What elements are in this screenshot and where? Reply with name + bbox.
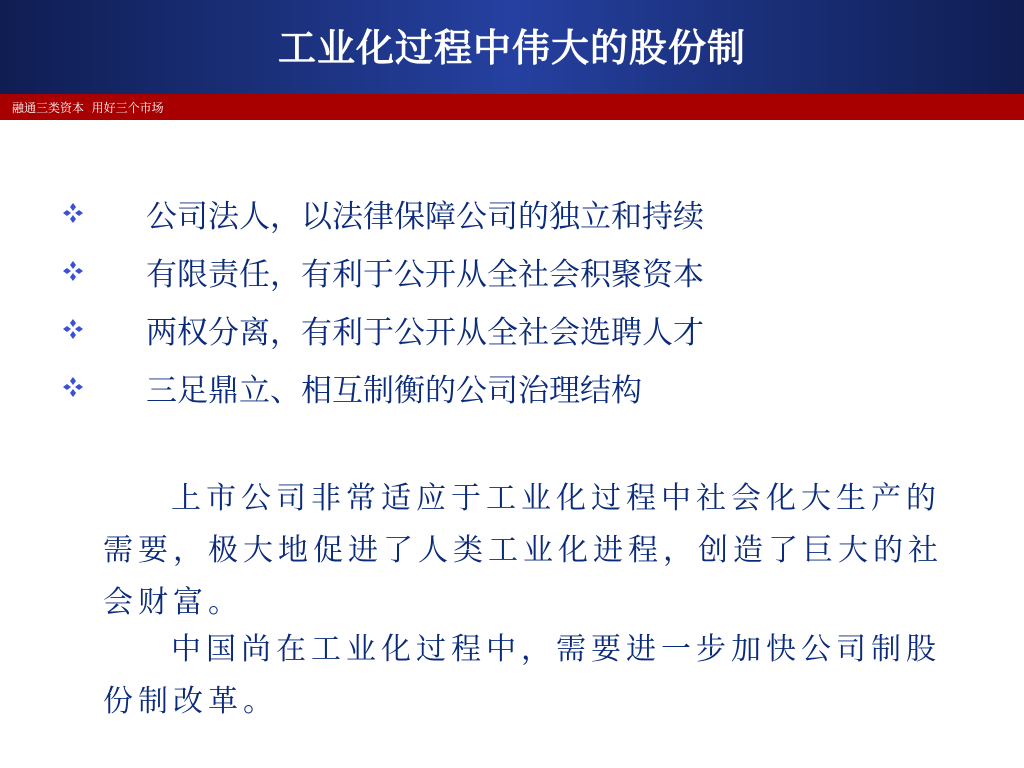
body-paragraph: 中国尚在工业化过程中，需要进一步加快公司制股份制改革。	[103, 632, 941, 719]
four-diamond-bullet-icon	[62, 202, 102, 224]
bullet-text: 两权分离，有利于公开从全社会选聘人才	[146, 314, 704, 351]
four-diamond-bullet-icon	[62, 318, 102, 340]
bullet-item	[60, 300, 980, 358]
bullet-text: 有限责任，有利于公开从全社会积聚资本	[146, 256, 704, 293]
bullet-text: 公司法人，以法律保障公司的独立和持续	[146, 198, 704, 235]
four-diamond-bullet-icon	[62, 260, 102, 282]
title-bar	[0, 0, 1024, 94]
bullet-item	[60, 242, 980, 300]
four-diamond-bullet-icon	[62, 376, 102, 398]
body-paragraph: 上市公司非常适应于工业化过程中社会化大生产的需要，极大地促进了人类工业化进程，创造了巨大的社会财富。	[103, 481, 943, 620]
bullet-item	[60, 184, 980, 242]
bullet-item	[60, 358, 980, 416]
bullet-text: 三足鼎立、相互制衡的公司治理结构	[146, 372, 642, 409]
subtitle-bar	[0, 94, 1024, 120]
slide-subtitle: 融通三类资本 用好三个市场	[12, 100, 164, 115]
slide-title: 工业化过程中伟大的股份制	[277, 25, 746, 70]
bullet-list	[60, 184, 980, 416]
